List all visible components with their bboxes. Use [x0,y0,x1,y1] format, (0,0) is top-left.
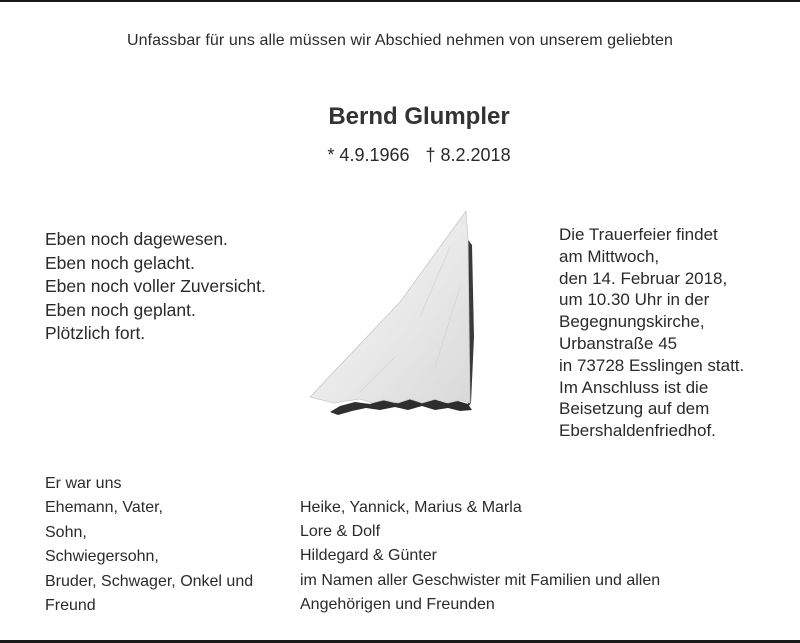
service-line: Ebershaldenfriedhof. [559,421,716,441]
birth-date: * 4.9.1966 [327,145,410,165]
service-info [559,224,744,442]
service-line: Urbanstraße 45 [559,333,678,353]
service-line: Im Anschluss ist die [559,377,709,397]
poem-line: Eben noch gelacht. [45,252,195,273]
intro-line: Unfassbar für uns alle müssen wir Abschied nehmen von unserem geliebten [126,32,674,49]
poem-line: Eben noch geplant. [45,299,196,320]
mourner-line: Hildegard & Günter [300,547,437,565]
relation-line: Er war uns [45,475,122,492]
relation-line: Bruder, Schwager, Onkel und [45,572,254,590]
service-line: Begegnungskirche, [559,312,705,332]
mourner-line: Heike, Yannick, Marius & Marla [300,499,522,516]
life-dates [0,145,800,166]
relation-line: Schwiegersohn, [45,548,159,566]
relation-line: Freund [45,597,96,615]
service-line: Die Trauerfeier findet [559,225,718,244]
relation-line: Ehemann, Vater, [45,499,163,517]
relation-line: Sohn, [45,523,87,541]
service-line: in 73728 Esslingen statt. [559,355,745,375]
mourners-block [300,496,660,617]
mourner-line: Angehörigen und Freunden [300,595,495,613]
poem-line: Eben noch dagewesen. [45,229,228,249]
service-line: um 10.30 Uhr in der [559,290,710,310]
mourner-line: im Namen aller Geschwister mit Familien und allen [300,571,661,589]
poem-line: Plötzlich fort. [45,323,146,344]
mourner-line: Lore & Dolf [300,523,381,541]
service-line: Beisetzung auf dem [559,399,710,419]
poem-block [45,228,266,346]
relation-block [45,472,253,618]
torn-paper-image [300,207,500,432]
deceased-name: Bernd Glumpler [328,103,510,130]
death-date: † 8.2.2018 [425,145,511,165]
paper-sheet [310,211,470,403]
poem-line: Eben noch voller Zuversicht. [45,276,266,297]
service-line: den 14. Februar 2018, [559,268,728,288]
service-line: am Mittwoch, [559,246,660,266]
